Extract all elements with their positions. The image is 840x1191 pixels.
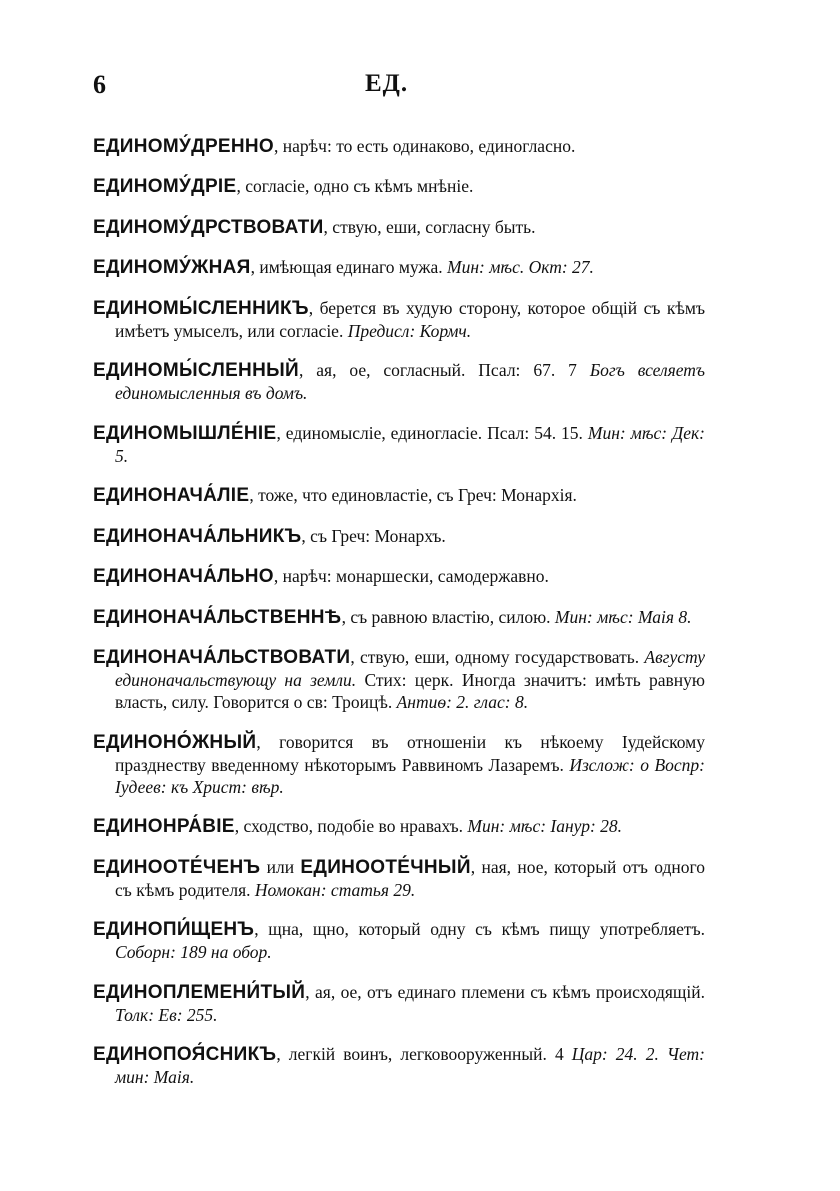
reference: Мин: мѣс. Окт: 27. bbox=[447, 257, 594, 277]
headword: ЕДИНОМЫ́СЛЕННЫЙ bbox=[93, 360, 299, 381]
definition-continued: Стих: церк. Иногда значитъ: имѣть равную власть, силу. Говорится о св: Троицѣ. bbox=[115, 670, 705, 712]
dictionary-entry bbox=[93, 359, 705, 404]
definition: , ствую, еши, одному государствовать. bbox=[350, 647, 645, 667]
headword: ЕДИНОМУ́ЖНАЯ bbox=[93, 257, 251, 278]
headword: ЕДИНОНАЧА́ЛЬСТВЕННѢ bbox=[93, 606, 342, 628]
dictionary-entry bbox=[93, 1043, 705, 1088]
dictionary-entry bbox=[93, 216, 705, 239]
dictionary-entry bbox=[93, 918, 705, 963]
reference: Мин: мѣс: Маія 8. bbox=[554, 606, 692, 627]
headword: ЕДИНОНАЧА́ЛЬНО bbox=[93, 566, 274, 587]
definition: , тоже, что единовластіе, съ Греч: Монархія. bbox=[249, 485, 577, 505]
definition: , единомысліе, единогласіе. Псал: 54. 15. bbox=[276, 422, 588, 443]
headword: ЕДИНОНАЧА́ЛЬСТВОВАТИ bbox=[93, 647, 351, 668]
dictionary-entry bbox=[93, 525, 705, 548]
headword: ЕДИНОПИ́ЩЕНЪ bbox=[93, 919, 255, 940]
entry-list bbox=[93, 117, 705, 1099]
reference: Мин: мѣс: Дек: 5. bbox=[115, 422, 705, 466]
definition: , берется въ худую сторону, которое общій съ кѣмъ имѣетъ умыселъ, или согласіе. bbox=[115, 297, 705, 341]
definition: , ая, ое, согласный. Псал: 67. 7 bbox=[298, 360, 590, 380]
headword: ЕДИНОМУ́ДРІЕ bbox=[93, 176, 237, 197]
definition: , съ Греч: Монархъ. bbox=[301, 525, 446, 546]
definition: , имѣющая единаго мужа. bbox=[250, 257, 448, 277]
dictionary-entry bbox=[93, 175, 705, 198]
reference: Августу единоначальствующу на земли. bbox=[115, 647, 705, 690]
reference: Антиѳ: 2. глас: 8. bbox=[396, 692, 529, 712]
dictionary-entry bbox=[93, 981, 705, 1026]
dictionary-entry bbox=[93, 484, 705, 507]
headword: ЕДИНОНАЧА́ЛІЕ bbox=[93, 485, 250, 506]
headword: ЕДИНОПОЯ́СНИКЪ bbox=[93, 1044, 277, 1065]
headword: ЕДИНОПЛЕМЕНИ́ТЫЙ bbox=[93, 981, 306, 1003]
conjunction: или bbox=[260, 856, 301, 877]
definition: , нарѣч: монаршески, самодержавно. bbox=[273, 566, 549, 586]
reference: Изслож: о Воспр: Іудеев: къ Христ: вѣр. bbox=[115, 754, 705, 797]
headword: ЕДИНООТЕ́ЧНЫЙ bbox=[300, 856, 471, 878]
dictionary-entry bbox=[93, 256, 705, 279]
dictionary-entry bbox=[93, 815, 705, 838]
definition: , ная, ное, который отъ одного съ кѣмъ родителя. bbox=[115, 856, 705, 900]
definition: , щна, щно, который одну съ кѣмъ пищу употребляетъ. bbox=[254, 919, 705, 939]
headword: ЕДИНОНРА́ВІЕ bbox=[93, 816, 235, 837]
headword: ЕДИНОМЫШЛЕ́НІЕ bbox=[93, 422, 277, 444]
definition: , ая, ое, отъ единаго племени съ кѣмъ происходящій. bbox=[305, 981, 705, 1002]
definition: , нарѣч: то есть одинаково, единогласно. bbox=[274, 135, 576, 156]
reference: Богъ вселяетъ единомысленныя въ домъ. bbox=[115, 360, 705, 403]
reference: Толк: Ев: 255. bbox=[115, 1004, 218, 1025]
dictionary-entry bbox=[93, 135, 705, 158]
dictionary-entry bbox=[93, 565, 705, 588]
definition: , съ равною властію, силою. bbox=[341, 606, 555, 627]
running-head: ЕД. bbox=[365, 70, 409, 97]
definition: , легкій воинъ, легковооруженный. 4 bbox=[276, 1044, 572, 1064]
headword: ЕДИНОМУ́ДРСТВОВАТИ bbox=[93, 216, 324, 238]
definition: , согласіе, одно съ кѣмъ мнѣніе. bbox=[236, 176, 474, 196]
headword: ЕДИНОНАЧА́ЛЬНИКЪ bbox=[93, 525, 302, 547]
definition: , сходство, подобіе во нравахъ. bbox=[234, 816, 468, 836]
reference: Мин: мѣс: Іанур: 28. bbox=[467, 816, 623, 836]
headword: ЕДИНОНО́ЖНЫЙ bbox=[93, 731, 257, 753]
headword: ЕДИНООТЕ́ЧЕНЪ bbox=[93, 856, 261, 878]
page-number: 6 bbox=[93, 70, 106, 99]
dictionary-entry bbox=[93, 856, 705, 901]
dictionary-entry bbox=[93, 606, 705, 629]
reference: Цар: 24. 2. Чет: мин: Маія. bbox=[115, 1044, 705, 1087]
definition: , ствую, еши, согласну быть. bbox=[323, 216, 536, 237]
reference: Номокан: статья 29. bbox=[254, 879, 416, 900]
dictionary-entry bbox=[93, 646, 705, 713]
dictionary-entry bbox=[93, 422, 705, 467]
reference: Предисл: Кормч. bbox=[347, 320, 472, 341]
dictionary-entry bbox=[93, 731, 705, 798]
definition: , говорится въ отношеніи къ нѣкоему Іудейскому празднеству введенному нѣкоторымъ Раввиномъ Лазаремъ. bbox=[115, 731, 705, 775]
reference: Соборн: 189 на обор. bbox=[115, 942, 272, 962]
page-header bbox=[93, 70, 713, 110]
dictionary-entry bbox=[93, 297, 705, 342]
headword: ЕДИНОМУ́ДРЕННО bbox=[93, 135, 275, 157]
headword: ЕДИНОМЫ́СЛЕННИКЪ bbox=[93, 297, 309, 319]
